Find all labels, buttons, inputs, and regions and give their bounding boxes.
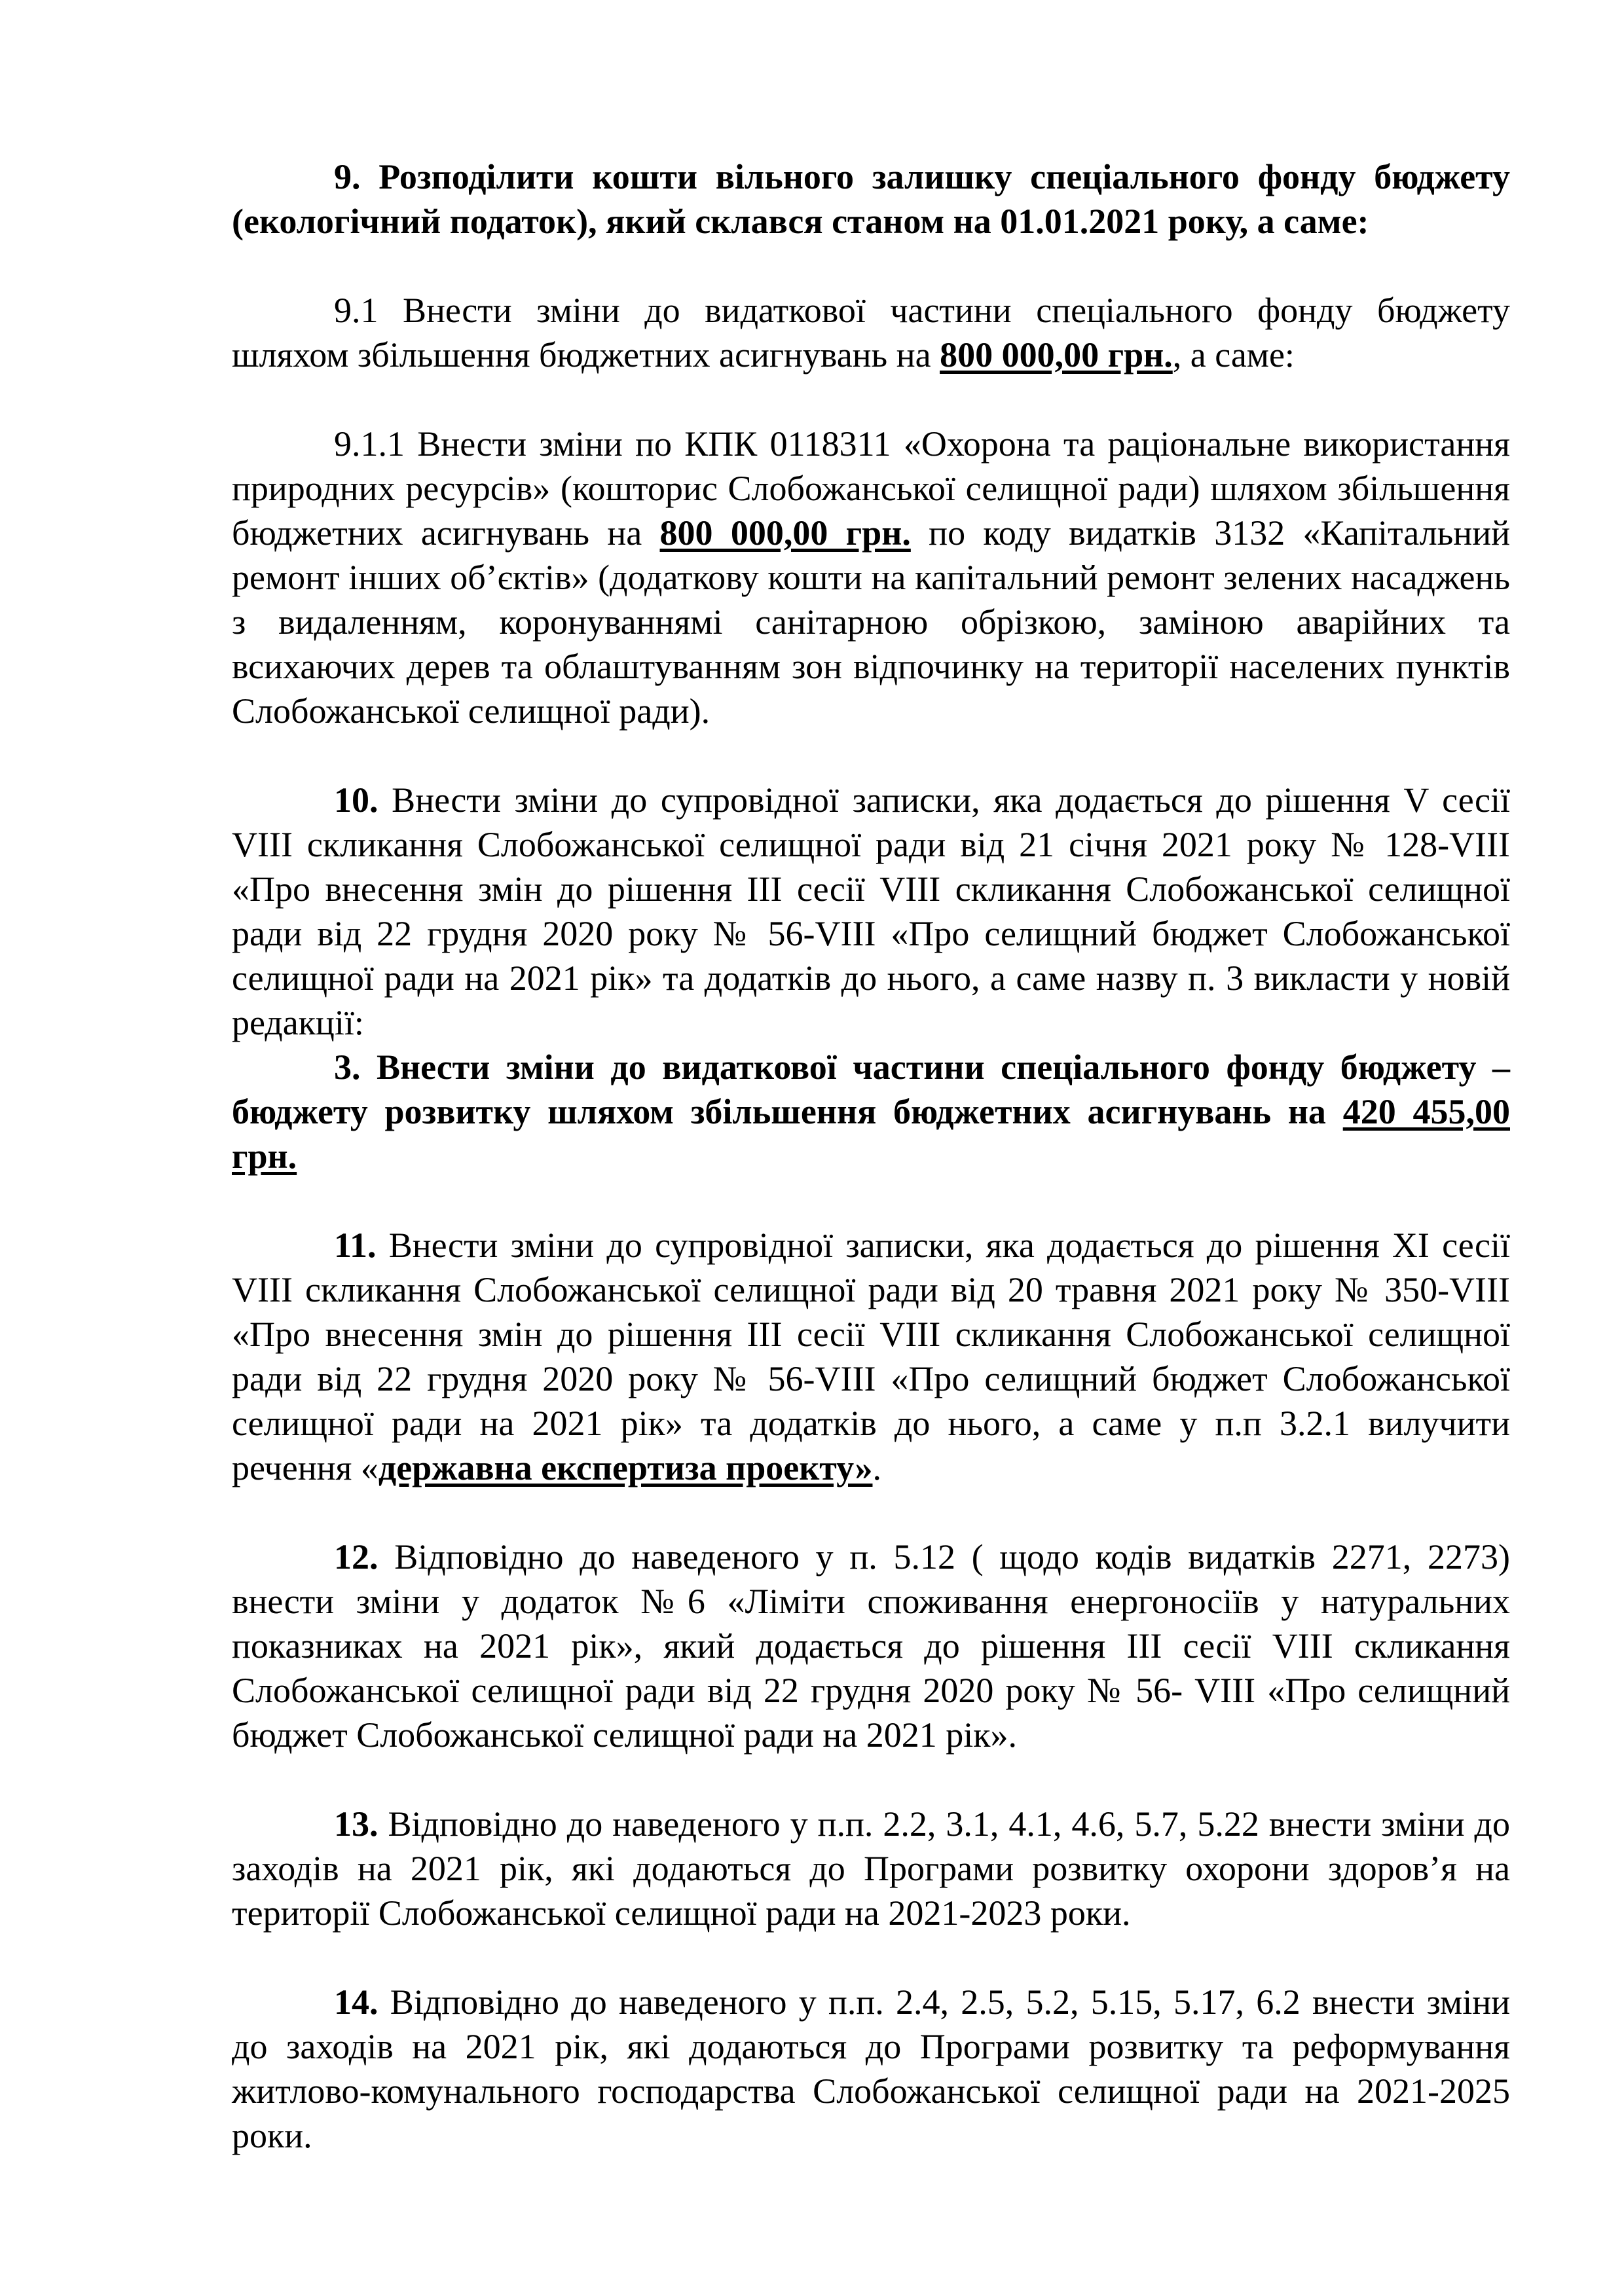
paragraph-10	[232, 778, 1510, 1045]
paragraph-11	[232, 1223, 1510, 1490]
p9-1-amount: 800 000,00 грн.	[940, 335, 1173, 374]
p10-sub-text: 3. Внести зміни до видаткової частини спеціального фонду бюджету – бюджету розвитку шляхом збільшення бюджетних асигнувань на	[232, 1048, 1510, 1131]
p9-heading-text: 9. Розподілити кошти вільного залишку спеціального фонду бюджету (екологічний податок), який склався станом на 01.01.2021 року, а саме:	[232, 157, 1510, 241]
paragraph-10-sub	[232, 1045, 1510, 1178]
p11-number: 11.	[334, 1226, 377, 1265]
p14-text: Відповідно до наведеного у п.п. 2.4, 2.5, 5.2, 5.15, 5.17, 6.2 внести зміни до заходів на 2021 рік, які додаються до Програми розвитку та реформування житлово-комунального господарства Слобожанської селищної ради на 2021-2025 роки.	[232, 1982, 1510, 2155]
p9-1-text-a: 9.1 Внести зміни до видаткової частини спеціального фонду бюджету шляхом збільшення бюджетних асигнувань на	[232, 291, 1510, 374]
p10-number: 10.	[334, 780, 378, 820]
p9-1-1-amount: 800 000,00 грн.	[659, 513, 911, 553]
paragraph-9-1	[232, 288, 1510, 377]
p13-text: Відповідно до наведеного у п.п. 2.2, 3.1, 4.1, 4.6, 5.7, 5.22 внести зміни до заходів на 2021 рік, які додаються до Програми розвитку охорони здоров’я на території Слобожанської селищної ради на 2021-2023 роки.	[232, 1804, 1510, 1933]
p12-text: Відповідно до наведеного у п. 5.12 ( щодо кодів видатків 2271, 2273) внести зміни у додаток №6 «Ліміти споживання енергоносіїв у натуральних показниках на 2021 рік», який додається до рішення ІІІ сесії VIII скликання Слобожанської селищної ради від 22 грудня 2020 року № 56- VIII «Про селищний бюджет Слобожанської селищної ради на 2021 рік».	[232, 1537, 1510, 1755]
p10-text: Внести зміни до супровідної записки, яка додається до рішення V сесії VIII скликання Слобожанської селищної ради від 21 січня 2021 року № 128-VIII «Про внесення змін до рішення ІІІ сесії VIII скликання Слобожанської селищної ради від 22 грудня 2020 року № 56-VIII «Про селищний бюджет Слобожанської селищної ради на 2021 рік» та додатків до нього, а саме назву п. 3 викласти у новій редакції:	[232, 780, 1510, 1042]
paragraph-9-heading	[232, 155, 1510, 244]
p11-phrase: державна експертиза проекту»	[378, 1448, 873, 1487]
p11-end: .	[872, 1448, 881, 1487]
paragraph-14	[232, 1980, 1510, 2158]
p9-1-1-text-b: по коду видатків 3132 «Капітальний ремонт інших об’єктів» (додаткову кошти на капітальний ремонт зелених насаджень з видаленням, коронуваннямі санітарною обрізкою, заміною аварійних та всихаючих дерев та облаштуванням зон відпочинку на території населених пунктів Слобожанської селищної ради).	[232, 513, 1510, 731]
p9-1-1-text-a: 9.1.1 Внести зміни по КПК 0118311 «Охорона та раціональне використання природних ресурсів» (кошторис Слобожанської селищної ради) шляхом збільшення бюджетних асигнувань на	[232, 424, 1510, 553]
p13-number: 13.	[334, 1804, 378, 1844]
p14-number: 14.	[334, 1982, 378, 2022]
p10-sub-amount: 420 455,00 грн.	[232, 1092, 1510, 1176]
document-page	[232, 155, 1510, 2158]
paragraph-12	[232, 1535, 1510, 1757]
p12-number: 12.	[334, 1537, 378, 1576]
p11-text: Внести зміни до супровідної записки, яка додається до рішення XI сесії VIII скликання Слобожанської селищної ради від 20 травня 2021 року № 350-VIII «Про внесення змін до рішення ІІІ сесії VIII скликання Слобожанської селищної ради від 22 грудня 2020 року № 56-VIII «Про селищний бюджет Слобожанської селищної ради на 2021 рік» та додатків до нього, а саме у п.п 3.2.1 вилучити речення «	[232, 1226, 1510, 1487]
paragraph-9-1-1	[232, 422, 1510, 733]
p9-1-text-b: , а саме:	[1172, 335, 1295, 374]
paragraph-13	[232, 1802, 1510, 1935]
